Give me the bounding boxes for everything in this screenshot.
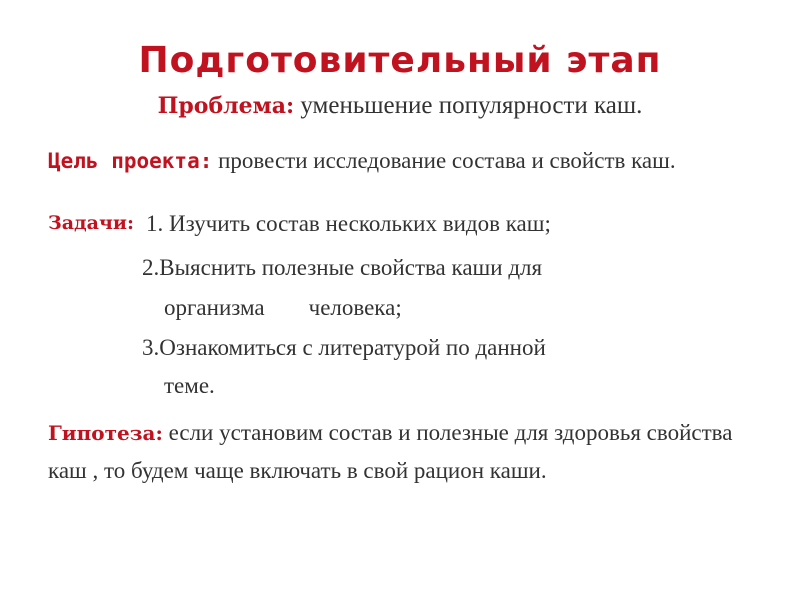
problem-text: уменьшение популярности каш. <box>294 92 643 119</box>
problem-statement <box>0 92 800 120</box>
project-goal <box>48 144 746 178</box>
task-item-3: 3.Ознакомиться с литературой по данной <box>142 335 546 360</box>
slide-title: Подготовительный этап <box>138 40 662 81</box>
task-item-2-continuation <box>164 295 402 321</box>
problem-label: Проблема: <box>157 93 295 119</box>
goal-text: провести исследование состава и свойств каш. <box>212 148 676 173</box>
task-item-2: 2.Выяснить полезные свойства каши для <box>142 255 543 280</box>
hypothesis-text: если установим состав и полезные для здоровья свойства каш , то будем чаще включать в свой рацион каши. <box>48 420 733 483</box>
task-item-2-word-b: человека; <box>308 295 402 320</box>
hypothesis-label: Гипотеза: <box>48 421 163 445</box>
task-item-3-continuation: теме. <box>164 373 215 398</box>
task-item-1: 1. Изучить состав нескольких видов каш; <box>146 211 551 236</box>
goal-label: Цель проекта: <box>48 149 213 173</box>
task-item-2-word-a: организма <box>164 295 265 320</box>
tasks-label: Задачи: <box>48 212 135 234</box>
hypothesis <box>48 414 748 489</box>
